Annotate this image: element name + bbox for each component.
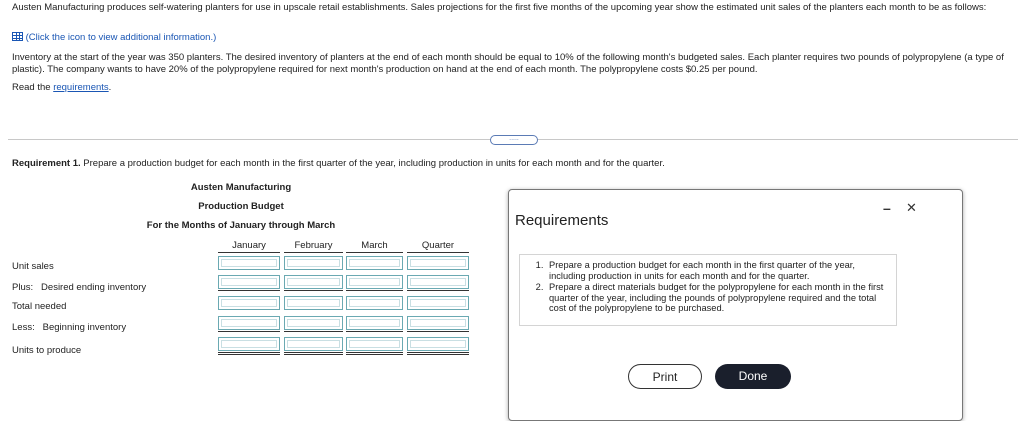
requirements-link[interactable]: requirements [53,82,109,93]
input-units-to-produce-quarter[interactable] [407,337,469,351]
minimize-icon[interactable]: – [883,200,891,216]
column-header-january: January [218,240,280,253]
row-label-desired-ending-inventory: Plus: Desired ending inventory [12,282,147,293]
requirement-text [12,158,912,170]
input-total-needed-march[interactable] [346,296,403,310]
info-link-row[interactable] [12,32,412,44]
requirements-dialog [508,189,963,421]
info-link[interactable]: (Click the icon to view additional information.) [25,32,217,43]
column-header-march: March [346,240,403,253]
input-units-to-produce-march[interactable] [346,337,403,351]
divider-handle[interactable]: ..... [490,135,538,145]
input-beginning-inventory-february[interactable] [284,316,343,330]
company-name: Austen Manufacturing [190,182,292,193]
requirement-label: Requirement 1. [12,158,81,169]
close-icon[interactable]: ✕ [906,200,917,215]
inventory-paragraph: Inventory at the start of the year was 350 planters. The desired inventory of planters at the end of each month should be equal to 10% of the following month's budgeted sales. Each planter requires two pounds of polypropylene (a type of plastic). The company wants to have 20% of the polypropylene required for next month's production on hand at the end of each month. The polypropylene costs $0.25 per pound. [12,52,1004,75]
row-label-units-to-produce: Units to produce [12,345,82,356]
row-label-total-needed: Total needed [12,301,67,312]
row-prefix-plus: Plus: [12,282,34,293]
intro-paragraph: Austen Manufacturing produces self-watering planters for use in upscale retail establishments. Sales projections for the first five months of the upcoming year show the estimated unit sales of the planters each month to be as follows: [12,2,987,13]
requirement-item: 1. Prepare a production budget for each month in the first quarter of the year, including production in units for each month and for the quarter. [546,260,892,281]
input-total-needed-february[interactable] [284,296,343,310]
requirements-list [522,260,892,314]
input-desired-ending-inventory-february[interactable] [284,275,343,289]
requirement-description: Prepare a production budget for each month in the first quarter of the year, including production in units for each month and for the quarter. [80,158,665,169]
row-label-beginning-inventory: Less: Beginning inventory [12,322,127,333]
input-unit-sales-february[interactable] [284,256,343,270]
input-total-needed-january[interactable] [218,296,280,310]
input-beginning-inventory-quarter[interactable] [407,316,469,330]
read-prefix: Read the [12,82,54,93]
budget-period: For the Months of January through March [146,220,336,231]
input-desired-ending-inventory-january[interactable] [218,275,280,289]
dialog-title: Requirements [515,212,609,229]
input-desired-ending-inventory-march[interactable] [346,275,403,289]
row-prefix-less: Less: [12,322,35,333]
done-button[interactable]: Done [715,364,791,389]
budget-title: Production Budget [198,201,284,212]
table-icon[interactable] [12,32,23,41]
input-beginning-inventory-january[interactable] [218,316,280,330]
requirements-list-box [519,254,897,326]
input-units-to-produce-february[interactable] [284,337,343,351]
read-requirements-row [12,82,111,94]
print-button[interactable]: Print [628,364,702,389]
input-unit-sales-march[interactable] [346,256,403,270]
input-unit-sales-january[interactable] [218,256,280,270]
requirement-item: 2. Prepare a direct materials budget for the polypropylene for each month in the first quarter of the year, including the pounds of polypropylene required and the total cost of the polypropylene to be purchased. [546,282,892,314]
row-label-unit-sales: Unit sales [12,261,54,272]
input-unit-sales-quarter[interactable] [407,256,469,270]
column-header-quarter: Quarter [407,240,469,253]
column-header-february: February [284,240,343,253]
input-total-needed-quarter[interactable] [407,296,469,310]
input-units-to-produce-january[interactable] [218,337,280,351]
input-beginning-inventory-march[interactable] [346,316,403,330]
read-suffix: . [108,82,112,93]
input-desired-ending-inventory-quarter[interactable] [407,275,469,289]
